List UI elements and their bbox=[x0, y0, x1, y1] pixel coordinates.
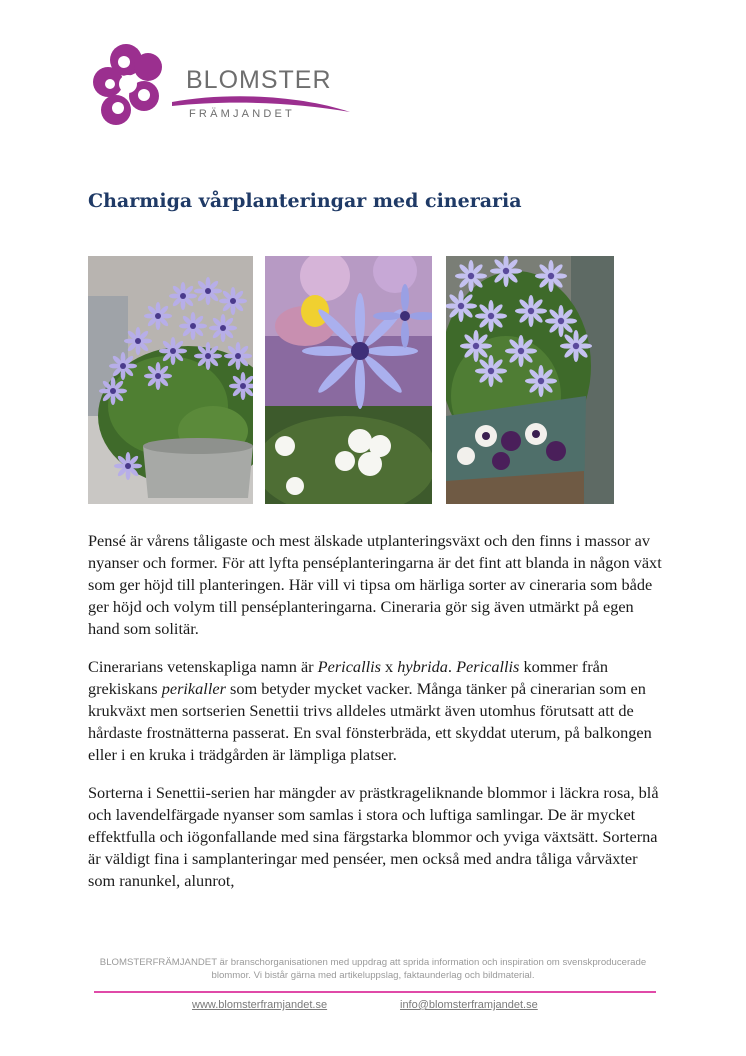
paragraph-intro: Pensé är vårens tåligaste och mest älskade utplanteringsväxt och den finns i massor av nyanser och former. För att lyfta penséplanteringarna är det fint att blanda in någon växt som ger höjd till planteringen. Här vill vi tipsa om härliga sorter av cineraria som både ger höjd och volym till penséplanteringarna. Cineraria gör sig även utmärkt på egen hand som solitär. bbox=[88, 531, 662, 638]
website-link[interactable]: www.blomsterframjandet.se bbox=[192, 999, 328, 1011]
text-span: x bbox=[380, 657, 398, 676]
logo-subtitle: FRÄMJANDET bbox=[189, 108, 295, 120]
logo-wordmark: BLOMSTER bbox=[186, 66, 332, 94]
blomsterframjandet-logo bbox=[88, 40, 358, 135]
footer-note: BLOMSTERFRÄMJANDET är branschorganisationen med uppdrag att sprida information och inspiration om svenskproducerade blommor. Vi bistår gärna med artikeluppslag, faktaunderlag och bildmaterial. bbox=[88, 957, 658, 982]
email-link[interactable]: info@blomsterframjandet.se bbox=[400, 999, 538, 1011]
italic-term: perikaller bbox=[161, 679, 226, 698]
italic-term: hybrida bbox=[397, 657, 448, 676]
article-title: Charmiga vårplanteringar med cineraria bbox=[88, 190, 522, 212]
photo-cineraria-closeup bbox=[265, 256, 432, 504]
italic-term: Pericallis bbox=[456, 657, 520, 676]
paragraph-senettii: Sorterna i Senettii-serien har mängder av prästkrageliknande blommor i läckra rosa, blå och lavendelfärgade nyanser som samlas i stora och luftiga samlingar. De är mycket effektfulla och iögonfallande med sina färgstarka blommor och yviga växtsätt. Sorterna är väldigt fina i samplanteringar med penséer, men också med andra tåliga vårväxter som ranunkel, alunrot, bbox=[88, 783, 659, 890]
footer-divider bbox=[94, 991, 656, 993]
italic-term: Pericallis bbox=[317, 657, 381, 676]
paragraph-scientific-name bbox=[88, 656, 668, 766]
text-span: kommer från grekiskans bbox=[88, 657, 608, 698]
photo-cineraria-metal-box bbox=[446, 256, 614, 504]
photo-cineraria-zinc-pot bbox=[88, 256, 253, 504]
text-span: . bbox=[447, 657, 457, 676]
text-span: som betyder mycket vacker. Många tänker på cinerarian som en krukväxt men sortserien Senettii trivs alldeles utmärkt även utomhus förutsatt att de hårdaste frostnätterna passerat. En sval fönsterbräda, ett skyddat uterum, på balkongen eller i en kruka i trädgården är lämpliga platser. bbox=[88, 679, 652, 764]
article-body bbox=[88, 530, 668, 908]
text-span: Cinerarians vetenskapliga namn är bbox=[88, 657, 318, 676]
